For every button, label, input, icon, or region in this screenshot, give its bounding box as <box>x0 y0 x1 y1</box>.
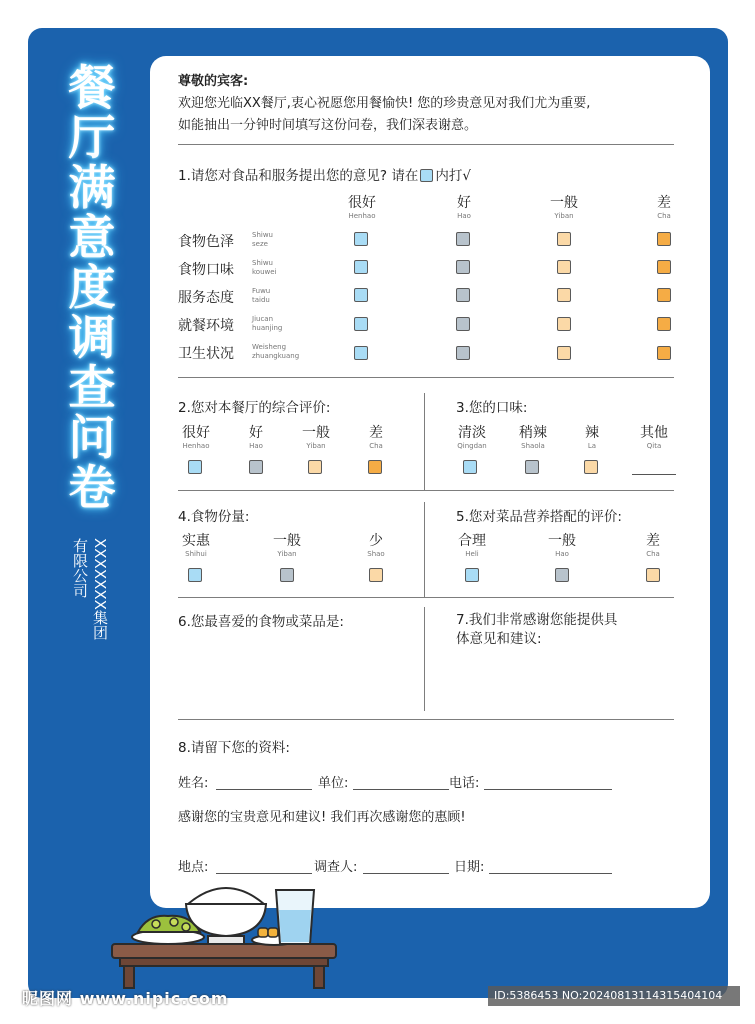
q5-option-average <box>532 530 592 558</box>
pinyin-line: zhuangkuang <box>252 352 300 360</box>
option-pinyin: Hao <box>249 442 263 450</box>
q1-row4-good-checkbox[interactable] <box>456 317 470 331</box>
greeting-line-1: 欢迎您光临XX餐厅,衷心祝愿您用餐愉快! 您的珍贵意见对我们尤为重要, <box>178 96 591 111</box>
pinyin-line: Jiucan <box>252 315 274 323</box>
q1-row-pinyin <box>252 231 273 249</box>
title-char: 度 <box>68 261 116 316</box>
q1-row-pinyin <box>252 259 277 277</box>
q6-title: 6.您最喜爱的食物或菜品是: <box>178 614 344 630</box>
q3-other-input[interactable] <box>632 474 676 475</box>
q3-title: 3.您的口味: <box>456 400 528 416</box>
option-label: 差 <box>369 425 383 441</box>
q7-title-line-2: 体意见和建议: <box>456 631 542 647</box>
q1-rating-very-good <box>332 192 392 220</box>
q4-generous-checkbox[interactable] <box>188 568 202 582</box>
option-pinyin: Hao <box>555 550 569 558</box>
rating-pinyin: Henhao <box>348 212 376 220</box>
option-label: 一般 <box>302 425 330 441</box>
q1-row2-poor-checkbox[interactable] <box>657 260 671 274</box>
q1-rating-good <box>434 192 494 220</box>
option-label: 一般 <box>548 533 576 549</box>
column-divider <box>424 607 425 711</box>
q1-row2-average-checkbox[interactable] <box>557 260 571 274</box>
column-divider <box>424 393 425 491</box>
pinyin-line: huanjing <box>252 324 283 332</box>
option-label: 清淡 <box>458 425 486 441</box>
q1-row2-very-good-checkbox[interactable] <box>354 260 368 274</box>
rating-label: 一般 <box>550 195 578 211</box>
q1-row1-very-good-checkbox[interactable] <box>354 232 368 246</box>
q1-row-label: 食物口味 <box>178 262 234 278</box>
q3-option-spicy <box>562 422 622 450</box>
rating-pinyin: Yiban <box>554 212 574 220</box>
option-pinyin: La <box>587 442 597 450</box>
q1-row3-poor-checkbox[interactable] <box>657 288 671 302</box>
phone-label: 电话: <box>449 776 480 791</box>
name-label: 姓名: <box>178 776 209 791</box>
q1-row3-average-checkbox[interactable] <box>557 288 571 302</box>
option-pinyin: Heli <box>465 550 479 558</box>
q1-row3-good-checkbox[interactable] <box>456 288 470 302</box>
option-pinyin: Shihui <box>185 550 207 558</box>
option-pinyin: Qingdan <box>457 442 487 450</box>
q1-row3-very-good-checkbox[interactable] <box>354 288 368 302</box>
q1-row4-poor-checkbox[interactable] <box>657 317 671 331</box>
date-input[interactable] <box>489 873 612 874</box>
option-label: 实惠 <box>182 533 210 549</box>
option-label: 差 <box>646 533 660 549</box>
place-label: 地点: <box>178 860 209 875</box>
q1-title <box>178 164 471 184</box>
surveyor-label: 调查人: <box>314 860 358 875</box>
option-pinyin: Yiban <box>306 442 326 450</box>
surveyor-input[interactable] <box>363 873 449 874</box>
option-pinyin: Shao <box>367 550 385 558</box>
pinyin-line: Weisheng <box>252 343 287 351</box>
option-pinyin: Yiban <box>277 550 297 558</box>
rating-pinyin: Hao <box>457 212 471 220</box>
q2-very-good-checkbox[interactable] <box>188 460 202 474</box>
column-divider <box>424 502 425 598</box>
q4-option-generous <box>166 530 226 558</box>
q5-reasonable-checkbox[interactable] <box>465 568 479 582</box>
q1-row-label: 服务态度 <box>178 290 234 306</box>
q1-row1-poor-checkbox[interactable] <box>657 232 671 246</box>
title-char: 满 <box>68 161 116 216</box>
greeting-title: 尊敬的宾客: <box>178 74 249 89</box>
q3-option-other <box>624 422 684 450</box>
q2-option-very-good <box>166 422 226 450</box>
option-pinyin: Cha <box>646 550 660 558</box>
q1-row5-average-checkbox[interactable] <box>557 346 571 360</box>
id-watermark: ID:5386453 NO:20240813114315404104 <box>488 986 740 1006</box>
option-label: 一般 <box>273 533 301 549</box>
q3-slightly-spicy-checkbox[interactable] <box>525 460 539 474</box>
survey-card <box>150 56 710 908</box>
pinyin-line: kouwei <box>252 268 277 276</box>
q2-average-checkbox[interactable] <box>308 460 322 474</box>
q1-row5-good-checkbox[interactable] <box>456 346 470 360</box>
option-label: 合理 <box>458 533 486 549</box>
q1-title-suffix: 内打√ <box>435 168 471 184</box>
q8-title: 8.请留下您的资料: <box>178 740 290 756</box>
sample-checkbox-icon <box>420 169 433 182</box>
q1-row-label: 就餐环境 <box>178 318 234 334</box>
q3-light-checkbox[interactable] <box>463 460 477 474</box>
q3-option-slightly-spicy <box>503 422 563 450</box>
q5-option-reasonable <box>442 530 502 558</box>
q5-average-checkbox[interactable] <box>555 568 569 582</box>
q1-rating-poor <box>634 192 694 220</box>
divider <box>178 490 674 491</box>
q2-poor-checkbox[interactable] <box>368 460 382 474</box>
title-char: 餐 <box>68 61 116 116</box>
title-char: 意 <box>68 211 116 266</box>
company-line-group: XXXXXXX集团 <box>91 538 109 640</box>
divider <box>178 719 674 720</box>
q1-row2-good-checkbox[interactable] <box>456 260 470 274</box>
q7-answer-area[interactable] <box>456 648 674 714</box>
q4-option-small <box>346 530 406 558</box>
q2-option-average <box>286 422 346 450</box>
q3-spicy-checkbox[interactable] <box>584 460 598 474</box>
divider <box>178 597 674 598</box>
q1-row1-good-checkbox[interactable] <box>456 232 470 246</box>
option-label: 少 <box>369 533 383 549</box>
option-label: 稍辣 <box>519 425 547 441</box>
pinyin-line: taidu <box>252 296 270 304</box>
name-input[interactable] <box>216 789 312 790</box>
option-label: 辣 <box>585 425 599 441</box>
pinyin-line: Shiwu <box>252 231 273 239</box>
q1-row-label: 卫生状况 <box>178 346 234 362</box>
q4-title: 4.食物份量: <box>178 509 250 525</box>
greeting-line-2: 如能抽出一分钟时间填写这份问卷，我们深表谢意。 <box>178 118 478 133</box>
option-label: 好 <box>249 425 263 441</box>
q5-title: 5.您对菜品营养搭配的评价: <box>456 509 622 525</box>
q1-row1-average-checkbox[interactable] <box>557 232 571 246</box>
vertical-title <box>64 61 120 516</box>
option-pinyin: Qita <box>646 442 662 450</box>
option-pinyin: Cha <box>369 442 383 450</box>
q3-option-light <box>442 422 502 450</box>
q1-row-pinyin <box>252 287 270 305</box>
q1-row4-very-good-checkbox[interactable] <box>354 317 368 331</box>
q1-row-pinyin <box>252 343 299 361</box>
unit-input[interactable] <box>353 789 449 790</box>
rating-pinyin: Cha <box>657 212 671 220</box>
q5-option-poor <box>623 530 683 558</box>
option-pinyin: Shaola <box>521 442 545 450</box>
title-char: 卷 <box>68 461 116 516</box>
q1-row-pinyin <box>252 315 282 333</box>
rating-label: 差 <box>657 195 671 211</box>
rating-label: 好 <box>457 195 471 211</box>
q4-option-average <box>257 530 317 558</box>
title-char: 问 <box>68 411 116 466</box>
q1-title-prefix: 1.请您对食品和服务提出您的意见? 请在 <box>178 168 419 184</box>
date-label: 日期: <box>454 860 485 875</box>
q2-option-poor <box>346 422 406 450</box>
title-char: 查 <box>68 361 116 416</box>
q2-option-good <box>226 422 286 450</box>
food-table-illustration <box>108 870 340 992</box>
q6-answer-area[interactable] <box>178 630 418 714</box>
q1-row4-average-checkbox[interactable] <box>557 317 571 331</box>
title-char: 调 <box>68 311 116 366</box>
rating-label: 很好 <box>348 195 376 211</box>
q1-row5-poor-checkbox[interactable] <box>657 346 671 360</box>
q2-good-checkbox[interactable] <box>249 460 263 474</box>
title-char: 厅 <box>68 111 116 166</box>
thanks-text: 感谢您的宝贵意见和建议! 我们再次感谢您的惠顾! <box>178 810 466 825</box>
divider <box>178 144 674 145</box>
q1-row5-very-good-checkbox[interactable] <box>354 346 368 360</box>
q5-poor-checkbox[interactable] <box>646 568 660 582</box>
unit-label: 单位: <box>318 776 349 791</box>
q1-rating-average <box>534 192 594 220</box>
option-pinyin: Henhao <box>182 442 210 450</box>
phone-input[interactable] <box>484 789 612 790</box>
q1-row-label: 食物色泽 <box>178 234 234 250</box>
site-watermark: 昵图网 www.nipic.com <box>22 989 229 1008</box>
option-label: 很好 <box>182 425 210 441</box>
q2-title: 2.您对本餐厅的综合评价: <box>178 400 331 416</box>
q4-average-checkbox[interactable] <box>280 568 294 582</box>
pinyin-line: Fuwu <box>252 287 271 295</box>
pinyin-line: Shiwu <box>252 259 273 267</box>
pinyin-line: seze <box>252 240 268 248</box>
q4-small-checkbox[interactable] <box>369 568 383 582</box>
option-label: 其他 <box>640 425 668 441</box>
company-line-ltd: 有限公司 <box>71 538 89 598</box>
company-name <box>66 538 118 678</box>
divider <box>178 377 674 378</box>
q7-title-line-1: 7.我们非常感谢您能提供具 <box>456 612 618 628</box>
